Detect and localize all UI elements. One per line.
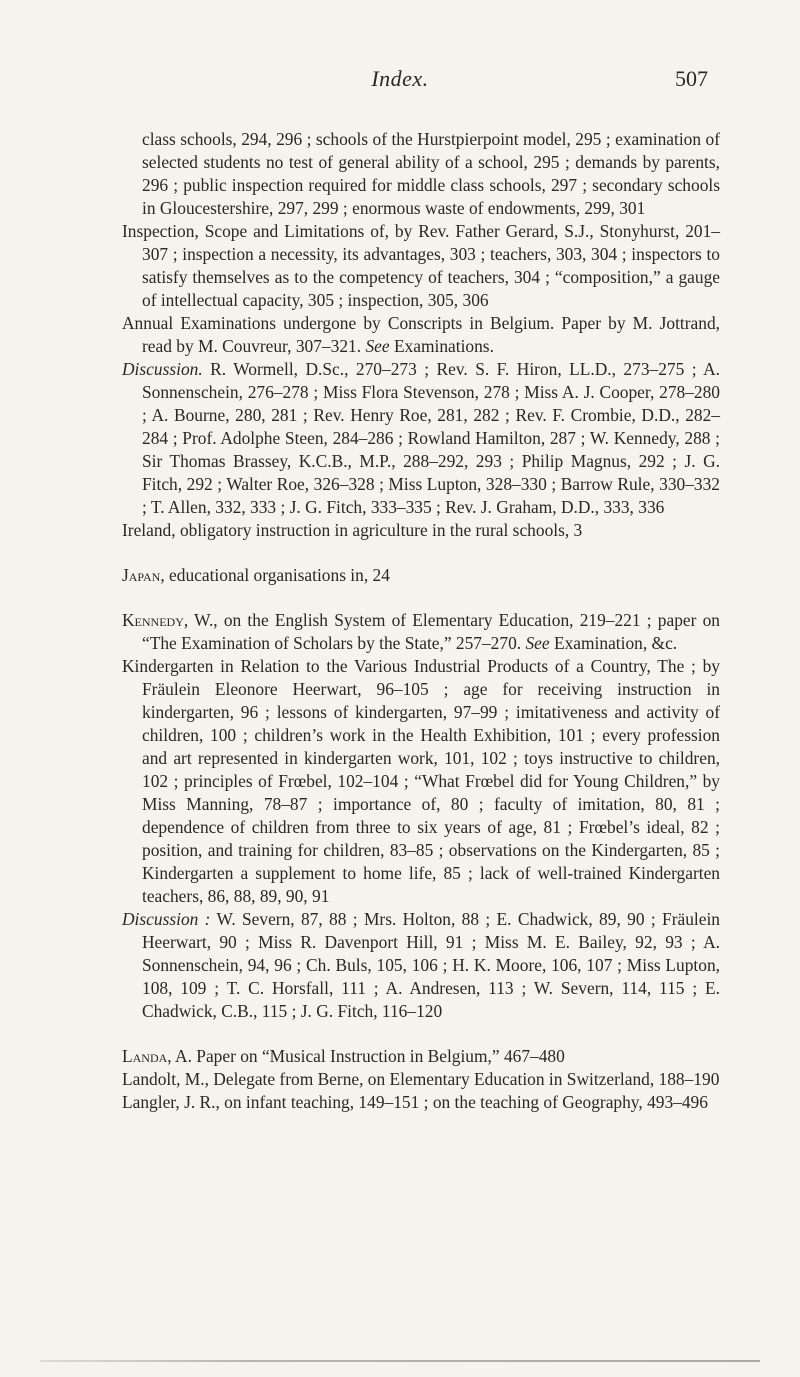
entry-text: , W., on the English System of Elementary Education, 219–221 ; paper on “The Examination of Scholars by the State,” 257–270. — [142, 610, 720, 653]
index-entry-landolt — [122, 1068, 720, 1091]
index-entry-kindergarten — [122, 655, 720, 908]
index-entry-discussion — [122, 358, 720, 519]
entry-heading: Landa — [122, 1046, 168, 1066]
section-gap — [122, 542, 720, 564]
entry-heading: Japan — [122, 565, 161, 585]
index-entry-annual-examinations — [122, 312, 720, 358]
entry-text: , educational organisations in, 24 — [160, 565, 390, 585]
entry-heading: Kennedy — [122, 610, 184, 630]
section-gap — [122, 587, 720, 609]
page-header — [0, 60, 800, 100]
entry-text: Annual Examinations undergone by Conscripts in Belgium. Paper by M. Jottrand, read by M. Couvreur, 307–321. — [122, 313, 720, 356]
entry-text: Examinations. — [393, 336, 494, 356]
entry-text: R. Wormell, D.Sc., 270–273 ; Rev. S. F. Hiron, LL.D., 273–275 ; A. Sonnenschein, 276–278 ; Miss Flora Stevenson, 278 ; Miss A. J. Cooper, 278–280 ; A. Bourne, 280, 281 ; Rev. Henry Roe, 281, 282 ; Rev. F. Crombie, D.D., 282–284 ; Prof. Adolphe Steen, 284–286 ; Rowland Hamilton, 287 ; W. Kennedy, 288 ; Sir Thomas Brassey, K.C.B., M.P., 288–292, 293 ; Philip Magnus, 292 ; J. G. Fitch, 292 ; Walter Roe, 326–328 ; Miss Lupton, 328–330 ; Barrow Rule, 330–332 ; T. Allen, 332, 333 ; J. G. Fitch, 333–335 ; Rev. J. Graham, D.D., 333, 336 — [142, 359, 720, 517]
index-entry-langler — [122, 1091, 720, 1114]
section-gap — [122, 1023, 720, 1045]
running-title: Index. — [371, 66, 429, 91]
entry-text: Inspection, Scope and Limitations of, by Rev. Father Gerard, S.J., Stonyhurst, 201–307 ; inspection a necessity, its advantages, 303 ; teachers, 303, 304 ; inspectors to satisfy themselves as to the competency of teachers, 304 ; “composition,” a gauge of intellectual capacity, 305 ; inspection, 305, 306 — [122, 221, 720, 310]
entry-text: Langler, J. R., on infant teaching, 149–151 ; on the teaching of Geography, 493–496 — [122, 1092, 708, 1112]
discussion-label: Discussion : — [122, 909, 211, 929]
index-entry-landa — [122, 1045, 720, 1068]
index-entry-continuation — [122, 128, 720, 220]
entry-text: , A. Paper on “Musical Instruction in Belgium,” 467–480 — [167, 1046, 565, 1066]
index-entry-kennedy — [122, 609, 720, 655]
entry-text: Kindergarten in Relation to the Various Industrial Products of a Country, The ; by Fräulein Eleonore Heerwart, 96–105 ; age for receiving instruction in kindergarten, 96 ; lessons of kindergarten, 97–99 ; imitativeness and activity of children, 100 ; children’s work in the Health Exhibition, 101 ; every profession and art represented in kindergarten work, 101, 102 ; toys instructive to children, 102 ; principles of Frœbel, 102–104 ; “What Frœbel did for Young Children,” by Miss Manning, 78–87 ; importance of, 80 ; faculty of imitation, 80, 81 ; dependence of children from three to six years of age, 81 ; Frœbel’s ideal, 82 ; position, and training for children, 83–85 ; observations on the Kindergarten, 85 ; Kindergarten a supplement to home life, 85 ; lack of well-trained Kindergarten teachers, 86, 88, 89, 90, 91 — [122, 656, 720, 906]
entry-text: Examination, &c. — [553, 633, 678, 653]
index-entry-discussion — [122, 908, 720, 1023]
entry-text: Landolt, M., Delegate from Berne, on Elementary Education in Switzerland, 188–190 — [122, 1069, 720, 1089]
page-bottom-edge — [40, 1360, 760, 1362]
see-reference: See — [525, 633, 550, 653]
entry-text: W. Severn, 87, 88 ; Mrs. Holton, 88 ; E. Chadwick, 89, 90 ; Fräulein Heerwart, 90 ; Miss R. Davenport Hill, 91 ; Miss M. E. Bailey, 92, 93 ; A. Sonnenschein, 94, 96 ; Ch. Buls, 105, 106 ; H. K. Moore, 106, 107 ; Miss Lupton, 108, 109 ; T. C. Horsfall, 111 ; A. Andresen, 113 ; W. Severn, 114, 115 ; E. Chadwick, C.B., 115 ; J. G. Fitch, 116–120 — [142, 909, 720, 1021]
index-entry-japan — [122, 564, 720, 587]
index-entry-inspection — [122, 220, 720, 312]
index-body — [122, 128, 720, 1114]
entry-text: Ireland, obligatory instruction in agriculture in the rural schools, 3 — [122, 520, 583, 540]
page-number: 507 — [675, 66, 708, 91]
entry-text: class schools, 294, 296 ; schools of the Hurstpierpoint model, 295 ; examination of selected students no test of general ability of a school, 295 ; demands by parents, 296 ; public inspection required for middle class schools, 297 ; secondary schools in Gloucestershire, 297, 299 ; enormous waste of endowments, 299, 301 — [142, 129, 720, 218]
index-entry-ireland — [122, 519, 720, 542]
discussion-label: Discussion. — [122, 359, 203, 379]
see-reference: See — [365, 336, 390, 356]
